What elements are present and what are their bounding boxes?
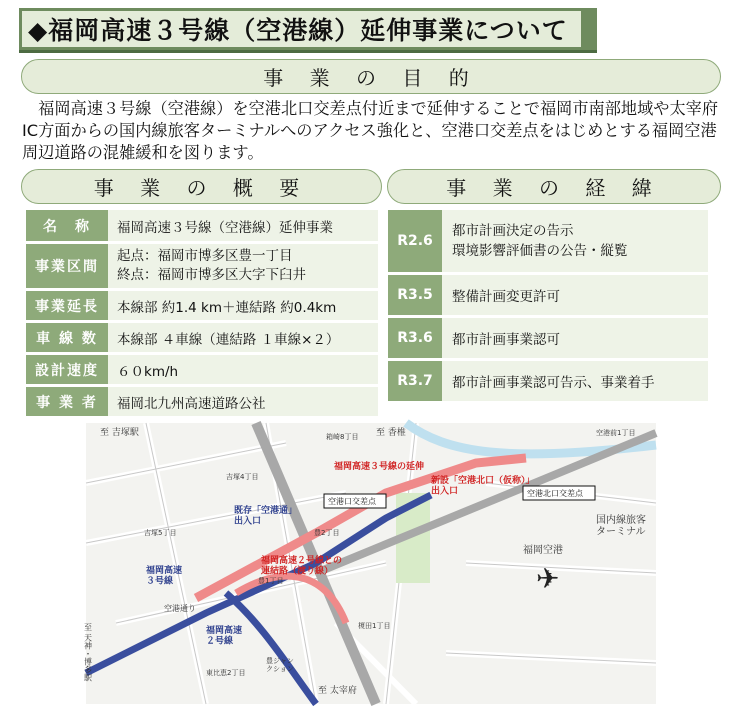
label-yoshizuka4: 吉塚4丁目 — [226, 473, 259, 481]
route-map — [83, 423, 656, 704]
overview-heading: 事 業 の 概 要 — [21, 169, 382, 204]
table-row — [26, 210, 378, 241]
history-date: R3.6 — [388, 318, 442, 358]
label-to-tenjin: 至 天神・博多駅 — [83, 623, 93, 682]
label-kuko-dori: 空港通り — [164, 604, 196, 613]
page-title: ◆福岡高速３号線（空港線）延伸事業について — [22, 11, 581, 47]
label-new-exit: 新設「空港北口（仮称）」出入口 — [431, 476, 535, 497]
label-hakozaki: 箱崎8丁目 — [326, 433, 359, 441]
history-text: 都市計画事業認可 — [442, 318, 708, 358]
label-domestic-terminal: 国内線旅客ターミナル — [596, 515, 646, 538]
label-toyo-junction: 豊ジャンクション — [266, 657, 294, 674]
history-table — [388, 207, 708, 404]
label-existing-exit: 既存「空港通」出入口 — [234, 506, 298, 527]
table-row — [388, 361, 708, 401]
history-date: R3.5 — [388, 275, 442, 315]
purpose-heading: 事 業 の 目 的 — [21, 59, 721, 94]
label-to-dazaifu: 至 太宰府 — [318, 686, 357, 696]
history-date: R3.7 — [388, 361, 442, 401]
label-toyo1: 豊1丁目 — [258, 577, 284, 585]
row-value: ６０km/h — [108, 355, 378, 384]
table-row — [26, 323, 378, 352]
label-kuko-guchi: 空港口交差点 — [328, 497, 376, 506]
table-row — [26, 355, 378, 384]
label-kuko-kitaguchi: 空港北口交差点 — [527, 489, 583, 498]
label-to-kashii: 至 香椎 — [376, 428, 406, 438]
row-label: 設計速度 — [26, 355, 108, 384]
row-label: 事業区間 — [26, 244, 108, 288]
table-row — [388, 210, 708, 272]
purpose-text: 福岡高速３号線（空港線）を空港北口交差点付近まで延伸することで福岡市南部地域や太宰府IC方面からの国内線旅客ターミナルへのアクセス強化と、空港口交差点をはじめとする福岡空港周辺道路の混雑緩和を図ります。 — [22, 99, 719, 162]
row-value: 福岡高速３号線（空港線）延伸事業 — [108, 210, 378, 241]
history-text: 都市計画決定の告示 環境影響評価書の公告・縦覧 — [442, 210, 708, 272]
row-value: 起点：福岡市博多区豊一丁目 終点：福岡市博多区大字下臼井 — [108, 244, 378, 288]
label-fukuoka-airport: 福岡空港 — [523, 545, 563, 556]
label-toyo2: 豊2丁目 — [314, 529, 340, 537]
label-higashihie: 東比恵2丁目 — [206, 669, 246, 677]
table-row — [388, 275, 708, 315]
label-koyodai: 空港前1丁目 — [596, 429, 636, 437]
airplane-icon: ✈ — [536, 562, 560, 595]
title-bar — [19, 8, 597, 53]
history-text: 都市計画事業認可告示、事業着手 — [442, 361, 708, 401]
history-text: 整備計画変更許可 — [442, 275, 708, 315]
table-row — [26, 244, 378, 288]
label-yoshizuka5: 吉塚5丁目 — [144, 529, 177, 537]
route2-line — [226, 593, 316, 704]
row-value: 福岡北九州高速道路公社 — [108, 387, 378, 416]
row-label: 車 線 数 — [26, 323, 108, 352]
label-to-yoshizuka: 至 吉塚駅 — [100, 428, 139, 438]
label-route3: 福岡高速３号線 — [146, 566, 183, 587]
label-connection: 福岡高速２号線との連結路（渡り線） — [261, 556, 343, 577]
map-svg — [83, 423, 656, 704]
table-row — [26, 387, 378, 416]
row-value: 本線部 約1.4 km＋連結路 約0.4km — [108, 291, 378, 320]
overview-table — [26, 207, 378, 419]
table-row — [26, 291, 378, 320]
label-sakae: 榎田1丁目 — [358, 622, 391, 630]
row-value: 本線部 ４車線（連結路 １車線×２） — [108, 323, 378, 352]
row-label: 事 業 者 — [26, 387, 108, 416]
table-row — [388, 318, 708, 358]
label-extension: 福岡高速３号線の延伸 — [334, 462, 425, 472]
label-route2: 福岡高速２号線 — [206, 626, 243, 647]
history-date: R2.6 — [388, 210, 442, 272]
row-label: 事業延長 — [26, 291, 108, 320]
row-label: 名 称 — [26, 210, 108, 241]
history-heading: 事 業 の 経 緯 — [387, 169, 721, 204]
